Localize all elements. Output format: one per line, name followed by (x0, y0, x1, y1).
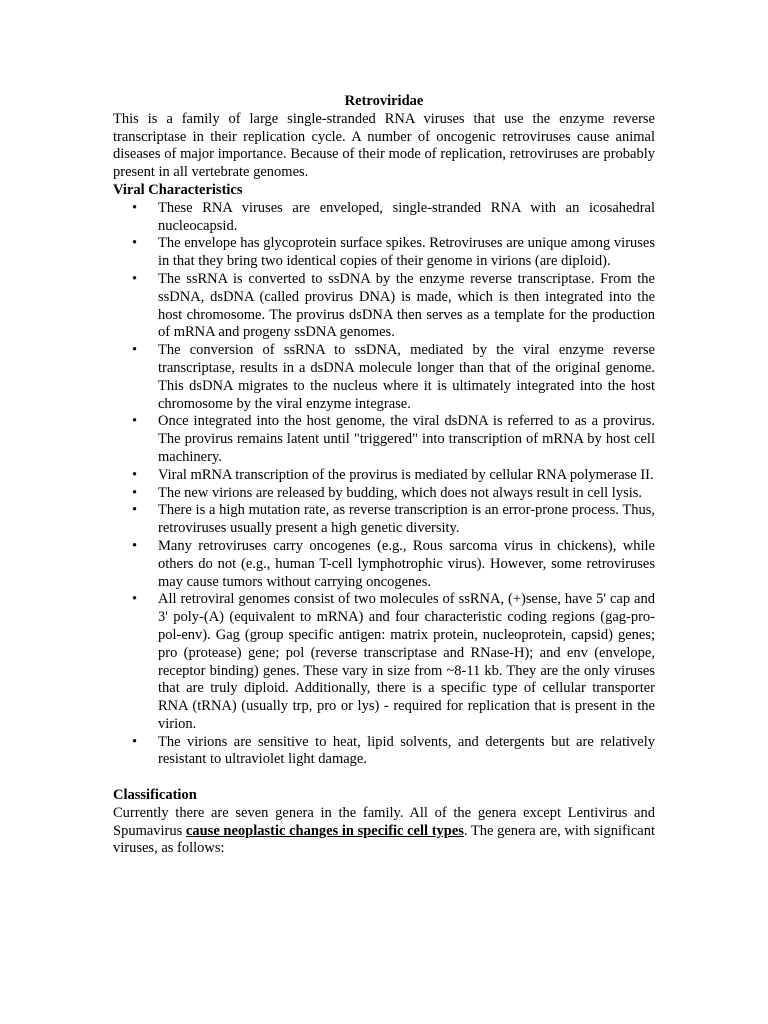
list-item-text: Viral mRNA transcription of the provirus is mediated by cellular RNA polymerase II. (158, 466, 654, 483)
list-item-text: There is a high mutation rate, as reverse transcription is an error-prone process. Thus, retroviruses usually present a high genetic diversity. (158, 502, 655, 537)
bullet-icon: • (132, 270, 138, 287)
list-item (113, 485, 655, 503)
bullet-icon: • (132, 466, 138, 483)
list-item (113, 271, 655, 342)
document-page (113, 93, 655, 858)
bullet-icon: • (132, 502, 138, 519)
characteristics-heading: Viral Characteristics (113, 181, 243, 198)
list-item-text: The conversion of ssRNA to ssDNA, mediated by the viral enzyme reverse transcriptase, results in a dsDNA molecule longer than that of the original genome. This dsDNA migrates to the nucleus where it is ultimately integrated into the host chromosome by the viral enzyme integrase. (158, 342, 655, 412)
list-item-text: All retroviral genomes consist of two molecules of ssRNA, (+)sense, have 5' cap and 3' poly-(A) (equivalent to mRNA) and four characteristic coding regions (gag-pro-pol-env). Gag (group specific antigen: matrix protein, nucleoprotein, capsid) genes; pro (protease) gene; pol (reverse transcriptase and RNase-H); and env (envelope, receptor binding) genes. These vary in size from ~8-11 kb. They are the only viruses that are truly diploid. Additionally, there is a specific type of cellular transporter RNA (tRNA) (usually trp, pro or lys) - required for replication that is present in the virion. (158, 591, 655, 732)
list-item-text: Many retroviruses carry oncogenes (e.g., Rous sarcoma virus in chickens), while others do not (e.g., human T-cell lymphotrophic virus). However, some retroviruses may cause tumors without carrying oncogenes. (158, 537, 655, 590)
list-item (113, 200, 655, 236)
bullet-icon: • (132, 537, 138, 554)
list-item (113, 538, 655, 591)
classification-heading: Classification (113, 787, 197, 804)
classification-text-after: . The genera are, with significant viruses, as follows: (113, 822, 655, 857)
classification-text-before: Currently there are seven genera in the family. All of the genera except Lentivirus and Spumavirus (113, 804, 655, 839)
bullet-icon: • (132, 591, 138, 608)
section-spacer (113, 769, 655, 787)
list-item (113, 235, 655, 271)
list-item-text: The ssRNA is converted to ssDNA by the enzyme reverse transcriptase. From the ssDNA, dsDNA (called provirus DNA) is made, which is then integrated into the host chromosome. The provirus dsDNA then serves as a template for the production of mRNA and progeny ssDNA genomes. (158, 270, 655, 341)
list-item-text: The virions are sensitive to heat, lipid solvents, and detergents but are relatively resistant to ultraviolet light damage. (158, 733, 655, 768)
list-item (113, 502, 655, 538)
list-item-text: These RNA viruses are enveloped, single-stranded RNA with an icosahedral nucleocapsid. (158, 199, 655, 234)
list-item (113, 734, 655, 770)
bullet-icon: • (132, 733, 138, 750)
list-item (113, 413, 655, 466)
document-title: Retroviridae (344, 93, 424, 109)
classification-emphasis: cause neoplastic changes in specific cell types (185, 822, 464, 839)
bullet-icon: • (132, 235, 138, 252)
list-item-text: The envelope has glycoprotein surface spikes. Retroviruses are unique among viruses in that they bring two identical copies of their genome in virions (are diploid). (158, 235, 655, 270)
bullet-icon: • (132, 413, 138, 430)
list-item (113, 467, 655, 485)
bullet-icon: • (132, 484, 138, 501)
bullet-icon: • (132, 342, 138, 359)
list-item-text: The new virions are released by budding, which does not always result in cell lysis. (158, 484, 643, 501)
list-item (113, 342, 655, 413)
bullet-icon: • (132, 199, 138, 216)
list-item (113, 591, 655, 733)
classification-paragraph (113, 805, 655, 858)
list-item-text: Once integrated into the host genome, the viral dsDNA is referred to as a provirus. The provirus remains latent until "triggered" into transcription of mRNA by host cell machinery. (158, 413, 655, 465)
intro-paragraph: This is a family of large single-stranded RNA viruses that use the enzyme reverse transcriptase in their replication cycle. A number of oncogenic retroviruses cause animal diseases of major importance. Because of their mode of replication, retroviruses are probably present in all vertebrate genomes. (113, 110, 655, 181)
characteristics-list (113, 200, 655, 770)
